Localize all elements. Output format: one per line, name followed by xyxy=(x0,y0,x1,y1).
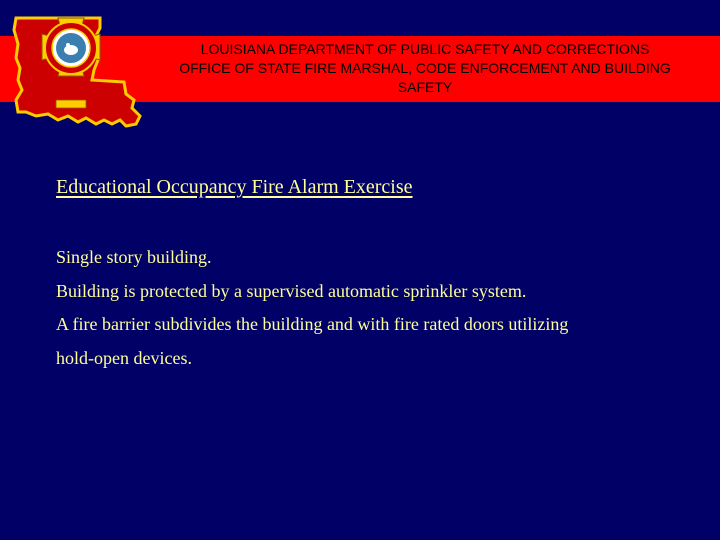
header-line-safety: SAFETY xyxy=(397,79,453,95)
header-line-office: OFFICE OF STATE FIRE MARSHAL, CODE ENFORCEMENT AND BUILDING xyxy=(179,60,671,76)
body-line: Building is protected by a supervised automatic sprinkler system. xyxy=(56,280,527,301)
body-line: Single story building. xyxy=(56,247,212,267)
slide-title: Educational Occupancy Fire Alarm Exercise xyxy=(56,176,413,198)
header-line-department: LOUISIANA DEPARTMENT OF PUBLIC SAFETY AND CORRECTIONS xyxy=(200,41,650,57)
louisiana-fire-marshal-logo xyxy=(8,8,148,136)
body-line: hold-open devices. xyxy=(56,347,192,368)
slide-body xyxy=(56,247,676,381)
louisiana-state-fire-marshal-seal-icon xyxy=(8,8,148,136)
header-title xyxy=(130,40,720,97)
body-line: A fire barrier subdivides the building and with fire rated doors utilizing xyxy=(56,314,569,334)
